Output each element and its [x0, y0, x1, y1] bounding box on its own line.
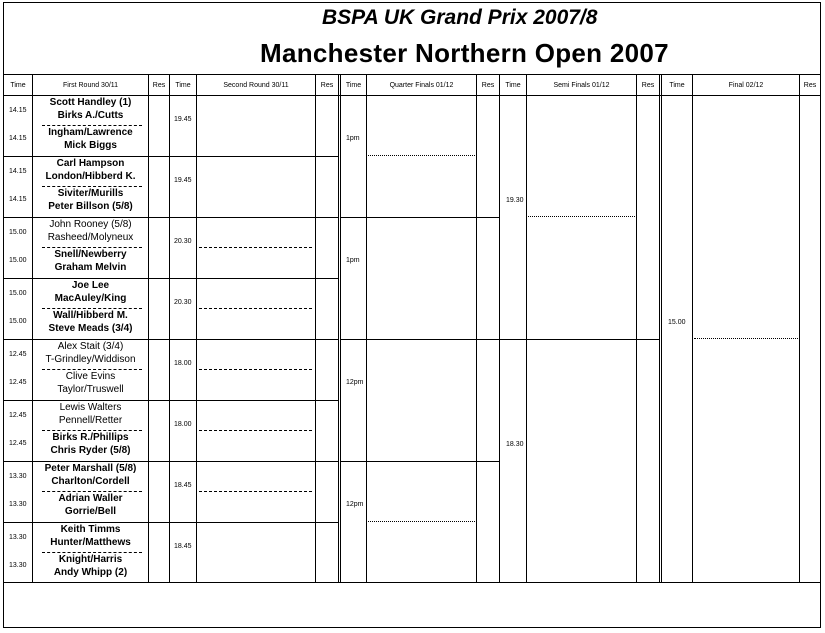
- match-time: 19.45: [174, 116, 192, 123]
- column-divider: [169, 74, 170, 582]
- match-time: 18.45: [174, 482, 192, 489]
- semi-dotted-line: [528, 216, 635, 217]
- match-time: 13.30: [9, 501, 27, 508]
- match-time: 13.30: [9, 562, 27, 569]
- match-time: 18.00: [174, 360, 192, 367]
- match-time: 1pm: [346, 135, 360, 142]
- entrant-name: Keith Timms: [60, 524, 121, 535]
- header-top-line: [4, 74, 820, 75]
- entrant-name: Peter Billson (5/8): [48, 201, 133, 212]
- entrant-name: Charlton/Cordell: [51, 476, 130, 487]
- column-divider: [661, 74, 662, 582]
- column-divider: [659, 74, 660, 582]
- match-time: 19.45: [174, 177, 192, 184]
- entrant-name: Wall/Hibberd M.: [53, 310, 128, 321]
- header-time-final: Time: [669, 81, 685, 89]
- column-divider: [366, 74, 367, 582]
- bracket-bottom-line: [4, 582, 820, 583]
- match-time: 19.30: [506, 197, 524, 204]
- match-time: 12.45: [9, 379, 27, 386]
- header-res-r2: Res: [320, 81, 334, 89]
- entrant-name: Clive Evins: [65, 371, 116, 382]
- match-time: 15.00: [668, 319, 686, 326]
- match-time: 18.45: [174, 543, 192, 550]
- match-time: 14.15: [9, 168, 27, 175]
- entrant-name: London/Hibberd K.: [45, 171, 136, 182]
- match-time: 1pm: [346, 257, 360, 264]
- match-time: 12.45: [9, 351, 27, 358]
- match-time: 12.45: [9, 412, 27, 419]
- semi-divider: [499, 339, 659, 340]
- final-dotted-line: [694, 338, 798, 339]
- column-divider: [526, 74, 527, 582]
- column-divider: [148, 74, 149, 582]
- event-title: Manchester Northern Open 2007: [260, 38, 669, 68]
- entrant-name: Lewis Walters: [59, 402, 122, 413]
- header-time-sf: Time: [505, 81, 521, 89]
- match-time: 12pm: [346, 501, 364, 508]
- match-time: 20.30: [174, 299, 192, 306]
- header-second-round: Second Round 30/11: [223, 81, 289, 89]
- second-round-dash-line: [199, 491, 312, 492]
- header-res-r1: Res: [152, 81, 166, 89]
- entrant-name: Snell/Newberry: [54, 249, 127, 260]
- entrant-name: Siviter/Murills: [57, 188, 124, 199]
- entrant-name: Hunter/Matthews: [50, 537, 131, 548]
- entrant-name: Peter Marshall (5/8): [44, 463, 137, 474]
- entrant-name: Scott Handley (1): [49, 97, 132, 108]
- match-time: 12pm: [346, 379, 364, 386]
- entrant-name: John Rooney (5/8): [49, 219, 132, 230]
- entrant-name: Steve Meads (3/4): [48, 323, 133, 334]
- header-first-round: First Round 30/11: [62, 81, 119, 89]
- match-time: 14.15: [9, 135, 27, 142]
- match-time: 13.30: [9, 473, 27, 480]
- header-time-qf: Time: [345, 81, 362, 89]
- header-time-r1: Time: [10, 81, 26, 89]
- second-round-dash-line: [199, 308, 312, 309]
- column-divider: [196, 74, 197, 582]
- entrant-name: Birks A./Cutts: [57, 110, 124, 121]
- match-time: 18.30: [506, 441, 524, 448]
- second-round-dash-line: [199, 247, 312, 248]
- entrant-name: Gorrie/Bell: [64, 506, 117, 517]
- entrant-name: Knight/Harris: [58, 554, 123, 565]
- entrant-name: Taylor/Truswell: [57, 384, 124, 395]
- quarter-divider: [340, 461, 499, 462]
- entrant-name: Andy Whipp (2): [53, 567, 128, 578]
- column-divider: [315, 74, 316, 582]
- entrant-name: Joe Lee: [71, 280, 110, 291]
- column-divider: [692, 74, 693, 582]
- match-time: 15.00: [9, 290, 27, 297]
- second-round-dash-line: [199, 430, 312, 431]
- column-divider: [799, 74, 800, 582]
- entrant-name: Ingham/Lawrence: [48, 127, 133, 138]
- entrant-name: Chris Ryder (5/8): [50, 445, 131, 456]
- entrant-name: Mick Biggs: [64, 140, 117, 151]
- column-divider: [476, 74, 477, 582]
- match-time: 14.15: [9, 196, 27, 203]
- column-divider: [636, 74, 637, 582]
- match-time: 18.00: [174, 421, 192, 428]
- match-time: 13.30: [9, 534, 27, 541]
- header-semi-finals: Semi Finals 01/12: [553, 81, 610, 89]
- header-res-qf: Res: [481, 81, 495, 89]
- entrant-name: Adrian Waller: [58, 493, 123, 504]
- quarter-dotted-line: [368, 155, 475, 156]
- entrant-name: Alex Stait (3/4): [57, 341, 124, 352]
- match-time: 20.30: [174, 238, 192, 245]
- header-res-final: Res: [803, 81, 817, 89]
- entrant-name: Pennell/Retter: [58, 415, 123, 426]
- header-quarter-finals: Quarter Finals 01/12: [389, 81, 454, 89]
- entrant-name: T-Grindley/Widdison: [45, 354, 136, 365]
- second-round-dash-line: [199, 369, 312, 370]
- quarter-dotted-line: [368, 521, 475, 522]
- match-time: 15.00: [9, 229, 27, 236]
- entrant-name: MacAuley/King: [54, 293, 127, 304]
- column-divider: [499, 74, 500, 582]
- column-divider: [340, 74, 341, 582]
- header-final: Final 02/12: [728, 81, 764, 89]
- match-time: 12.45: [9, 440, 27, 447]
- entrant-name: Graham Melvin: [54, 262, 127, 273]
- match-time: 14.15: [9, 107, 27, 114]
- column-divider: [338, 74, 339, 582]
- entrant-name: Carl Hampson: [56, 158, 125, 169]
- quarter-divider: [340, 217, 499, 218]
- match-time: 15.00: [9, 257, 27, 264]
- match-time: 15.00: [9, 318, 27, 325]
- entrant-name: Birks R./Phillips: [52, 432, 129, 443]
- header-time-r2: Time: [175, 81, 191, 89]
- quarter-divider: [340, 339, 499, 340]
- entrant-name: Rasheed/Molyneux: [47, 232, 134, 243]
- page-title: BSPA UK Grand Prix 2007/8: [322, 6, 598, 29]
- header-res-sf: Res: [641, 81, 655, 89]
